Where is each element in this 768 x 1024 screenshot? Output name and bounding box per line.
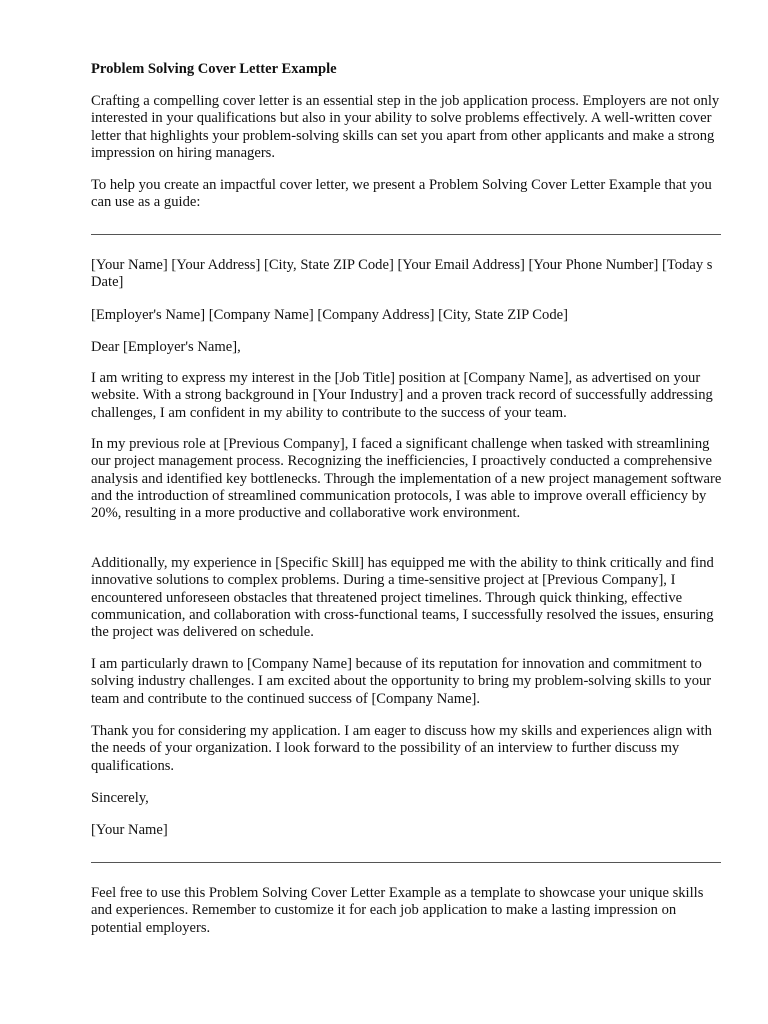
sender-info: [Your Name] [Your Address] [City, State ZIP Code] [Your Email Address] [Your Phone Number] [Today s Date] [91,257,713,291]
salutation: Dear [Employer's Name], [91,339,241,355]
intro-paragraph-2: To help you create an impactful cover letter, we present a Problem Solving Cover Letter Example that you can use as a guide: [91,177,712,211]
outro-paragraph: Feel free to use this Problem Solving Cover Letter Example as a template to showcase your unique skills and experiences. Remember to customize it for each job application to make a lasting impression on potential employers. [91,885,704,936]
bottom-divider [91,862,721,863]
top-divider [91,234,721,235]
intro-paragraph-1: Crafting a compelling cover letter is an essential step in the job application process. Employers are not only interested in your qualifications but also in your ability to solve problems effectively. A well-written cover letter that highlights your problem-solving skills can set you apart from other applicants and make a strong impression on hiring managers. [91,93,720,161]
signature: [Your Name] [91,822,168,838]
document-title: Problem Solving Cover Letter Example [91,61,337,77]
letter-body-paragraph-2: In my previous role at [Previous Company], I faced a significant challenge when tasked with streamlining our project management process. Recognizing the inefficiencies, I proactively conducted a comprehensive analysis and identified key bottlenecks. Through the implementation of a new project management software and the introduction of streamlined communication protocols, I was able to improve overall efficiency by 20%, resulting in a more productive and collaborative work environment. [91,436,722,522]
recipient-info: [Employer's Name] [Company Name] [Company Address] [City, State ZIP Code] [91,307,568,323]
letter-body-paragraph-1: I am writing to express my interest in the [Job Title] position at [Company Name], as advertised on your website. With a strong background in [Your Industry] and a proven track record of successfully addressing challenges, I am confident in my ability to contribute to the success of your team. [91,370,713,421]
closing: Sincerely, [91,790,149,806]
letter-body-paragraph-5: Thank you for considering my application. I am eager to discuss how my skills and experiences align with the needs of your organization. I look forward to the possibility of an interview to further discuss my qualifications. [91,723,712,774]
letter-body-paragraph-3: Additionally, my experience in [Specific Skill] has equipped me with the ability to think critically and find innovative solutions to complex problems. During a time-sensitive project at [Previous Company], I encountered unforeseen obstacles that threatened project timelines. Through quick thinking, effective communication, and collaboration with cross-functional teams, I successfully resolved the issues, ensuring the project was delivered on schedule. [91,555,714,641]
letter-body-paragraph-4: I am particularly drawn to [Company Name] because of its reputation for innovation and commitment to solving industry challenges. I am excited about the opportunity to bring my problem-solving skills to your team and contribute to the continued success of [Company Name]. [91,656,712,707]
